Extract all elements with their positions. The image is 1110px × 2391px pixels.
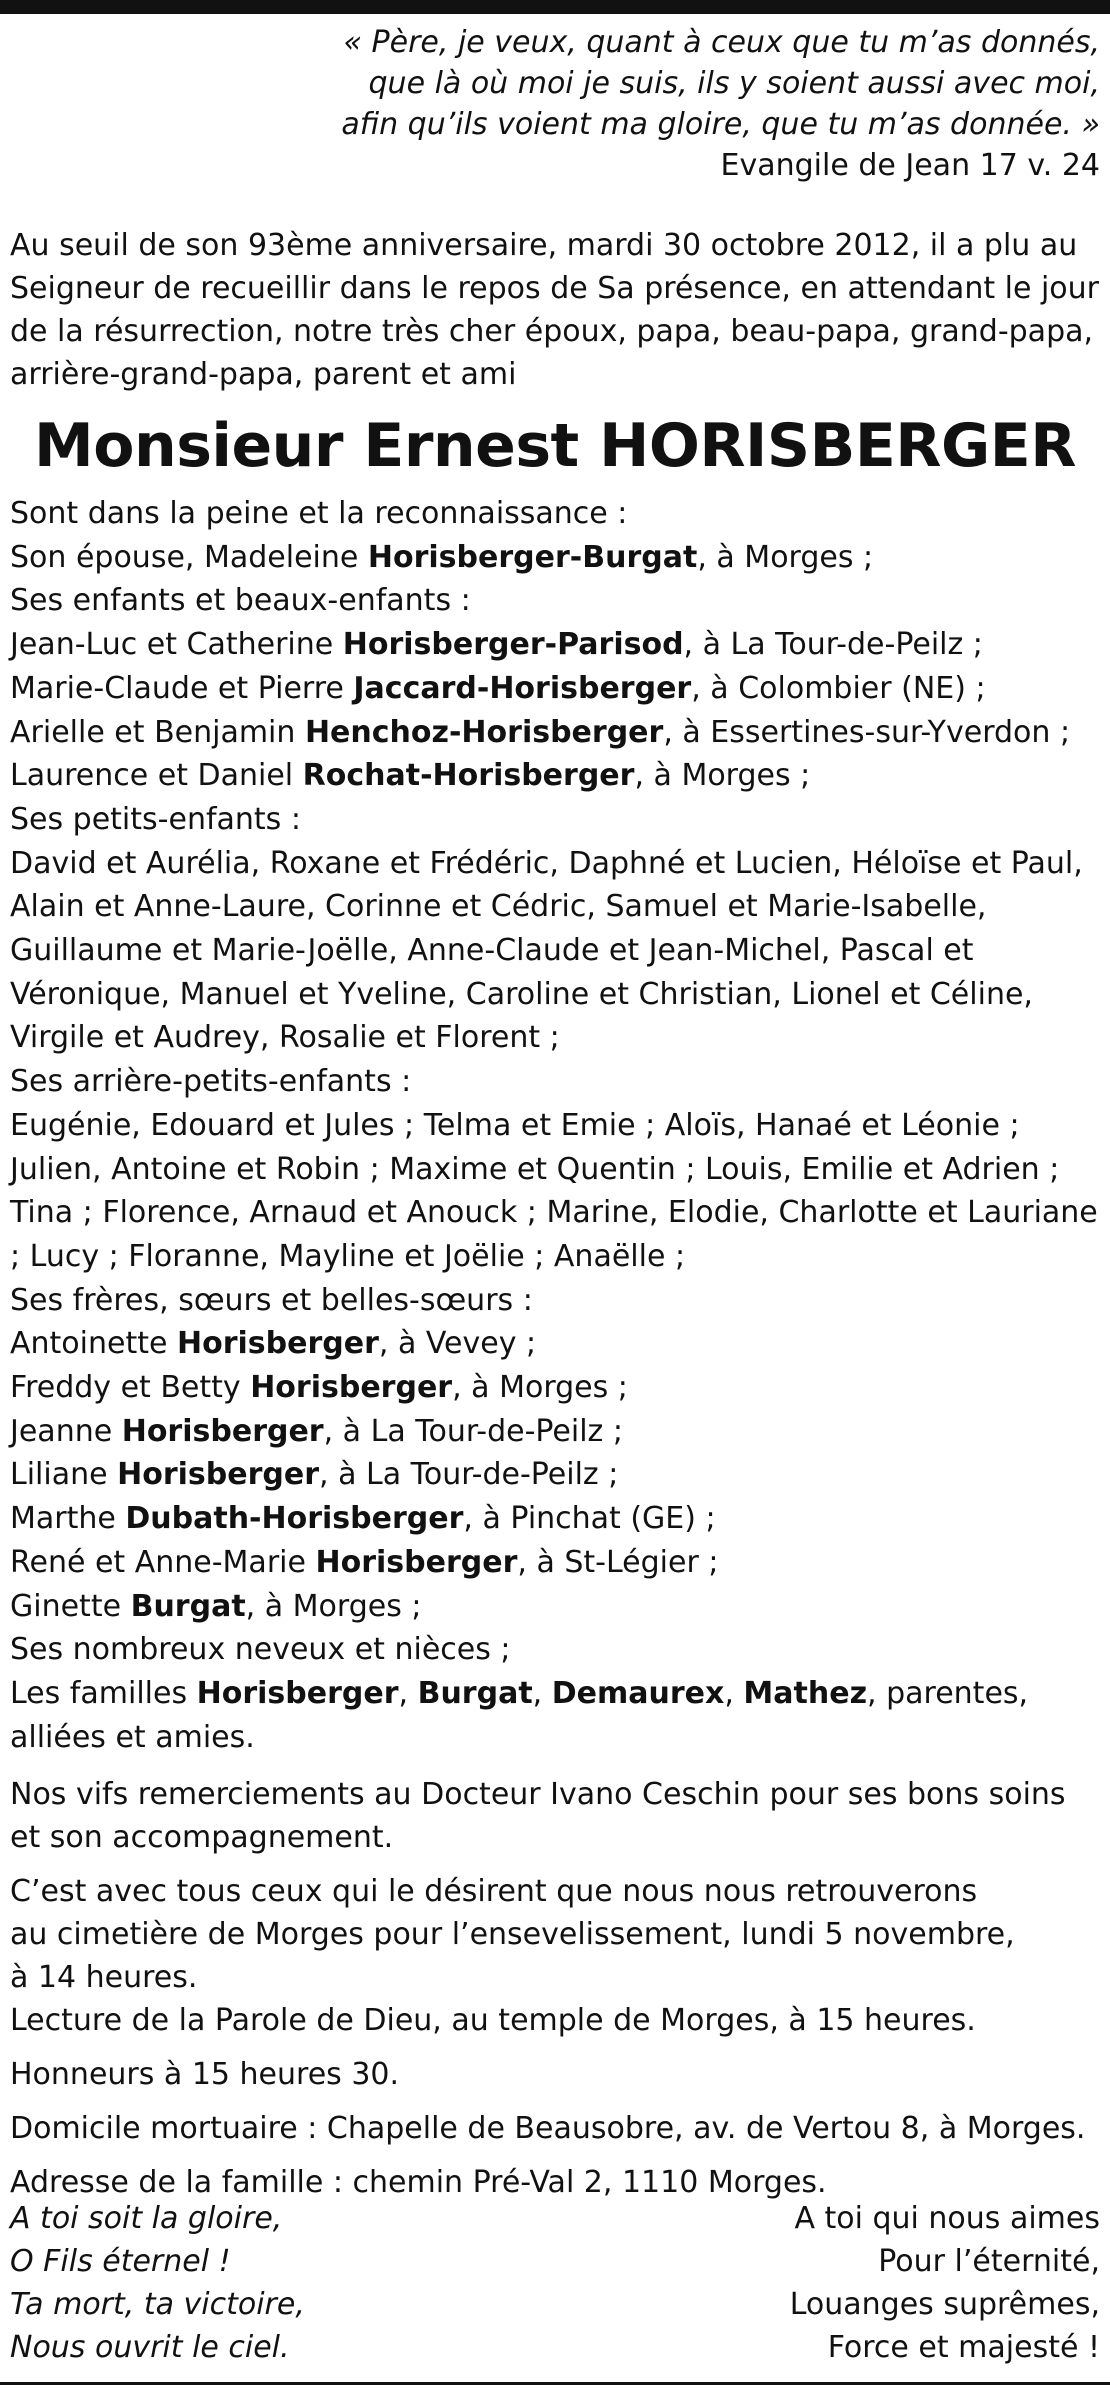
sibling-text: Ses nombreux neveux et nièces ; (10, 1632, 511, 1668)
obituary-notice (10, 22, 1100, 2204)
ceremony-line: C’est avec tous ceux qui le désirent que nous nous retrouverons (10, 1874, 978, 1910)
mourner-line (10, 667, 1100, 711)
hymn-line: Pour l’éternité, (878, 2244, 1100, 2279)
sibling-surname: Horisberger (315, 1544, 518, 1580)
deceased-name: Monsieur Ernest HORISBERGER (34, 411, 1076, 481)
family-surname: Mathez (743, 1675, 868, 1711)
sibling-text: Antoinette (10, 1326, 177, 1362)
families-text: , parentes, alliées et amies. (10, 1675, 1029, 1755)
hymn-line: Force et majesté ! (827, 2330, 1100, 2365)
sibling-surname: Burgat (130, 1588, 246, 1624)
mourner-line (10, 536, 1100, 580)
mourner-surname: Horisberger-Parisod (342, 627, 684, 663)
mourner-place: , à Colombier (NE) ; (691, 670, 986, 706)
family-address-line: Adresse de la famille : chemin Pré-Val 2, 1110 Morges. (10, 2165, 827, 2201)
mourners-list (10, 492, 1100, 1759)
sibling-line (10, 1585, 1100, 1629)
sibling-place: , à La Tour-de-Peilz ; (319, 1457, 619, 1493)
mourner-surname: Horisberger-Burgat (367, 539, 698, 575)
sibling-line (10, 1628, 1100, 1672)
families-line (10, 1672, 1100, 1759)
hymn-line: O Fils éternel ! (10, 2244, 231, 2279)
epigraph-line: que là où moi je suis, ils y soient aussi avec moi, (368, 66, 1100, 101)
ceremony-line: Lecture de la Parole de Dieu, au temple de Morges, à 15 heures. (10, 2003, 976, 2039)
mourner-surname: Rochat-Horisberger (302, 758, 635, 794)
sibling-place: , à Morges ; (452, 1370, 628, 1406)
ceremony-line: au cimetière de Morges pour l’ensevelissement, lundi 5 novembre, (10, 1917, 1015, 1953)
epigraph-line: « Père, je veux, quant à ceux que tu m’as donnés, (343, 25, 1100, 60)
sibling-place: , à Morges ; (245, 1588, 422, 1624)
sibling-line (10, 1366, 1100, 1410)
ceremony-paragraph (10, 1870, 1100, 2042)
mourner-place: , à Essertines-sur-Yverdon ; (663, 714, 1071, 750)
sibling-place: , à La Tour-de-Peilz ; (323, 1413, 623, 1449)
hymn-line: A toi soit la gloire, (10, 2201, 283, 2236)
sibling-place: , à St-Légier ; (517, 1544, 719, 1580)
sibling-line (10, 1279, 1100, 1323)
epigraph-reference: Evangile de Jean 17 v. 24 (720, 148, 1100, 183)
family-surname: Horisberger (196, 1675, 399, 1711)
epigraph-quote (10, 22, 1100, 145)
mourner-text: Sont dans la peine et la reconnaissance : (10, 496, 628, 531)
mourner-line (10, 623, 1100, 667)
mourner-text: Marie-Claude et Pierre (10, 670, 354, 706)
family-surname: Demaurex (551, 1675, 725, 1711)
mourner-place: , à Morges ; (634, 758, 811, 794)
mourner-line (10, 754, 1100, 798)
sibling-surname: Horisberger (121, 1413, 324, 1449)
thanks-paragraph: Nos vifs remerciements au Docteur Ivano Ceschin pour ses bons soins et son accompagnement. (10, 1777, 1066, 1856)
sibling-surname: Horisberger (117, 1457, 319, 1493)
hymn-line: A toi qui nous aimes (794, 2201, 1100, 2236)
sibling-text: Jeanne (10, 1413, 122, 1449)
families-separator: , (532, 1675, 552, 1711)
ceremony-line: à 14 heures. (10, 1960, 198, 1996)
epigraph-line: afin qu’ils voient ma gloire, que tu m’as donnée. » (341, 107, 1100, 142)
hymn-line: Nous ouvrit le ciel. (10, 2330, 290, 2365)
mourner-line (10, 492, 1100, 536)
great-grandchildren-heading: Ses arrière-petits-enfants : (10, 1064, 412, 1100)
sibling-line (10, 1322, 1100, 1366)
sibling-place: , à Pinchat (GE) ; (463, 1501, 716, 1537)
honours-line: Honneurs à 15 heures 30. (10, 2057, 400, 2093)
sibling-line (10, 1453, 1100, 1497)
hymn-line: Ta mort, ta victoire, (10, 2287, 305, 2322)
mourner-line (10, 798, 1100, 842)
mourner-text: Arielle et Benjamin (10, 714, 305, 750)
sibling-surname: Horisberger (176, 1326, 379, 1362)
hymn-left-stanza (10, 2197, 305, 2369)
sibling-text: Marthe (10, 1501, 126, 1537)
great-grandchildren-list: Eugénie, Edouard et Jules ; Telma et Emie ; Aloïs, Hanaé et Léonie ; Julien, Antoine et Robin ; Maxime et Quentin ; Louis, Emilie et Adrien ; Tina ; Florence, Arnaud et Anouck ; Marine, Elodie, Charlotte et Lauriane ; Lucy ; Floranne, Mayline et Joëlie ; Anaëlle ; (10, 1107, 1098, 1274)
sibling-text: Ginette (10, 1588, 131, 1624)
mourner-text: Laurence et Daniel (10, 758, 303, 794)
mourner-text: Jean-Luc et Catherine (10, 627, 343, 663)
sibling-surname: Horisberger (250, 1370, 453, 1406)
hymn-line: Louanges suprêmes, (789, 2287, 1100, 2322)
mourner-line (10, 711, 1100, 755)
sibling-place: , à Vevey ; (378, 1326, 537, 1362)
family-surname: Burgat (417, 1675, 533, 1711)
families-separator: , (398, 1675, 418, 1711)
closing-hymn (10, 2197, 1100, 2369)
families-separator: , (724, 1675, 744, 1711)
sibling-text: René et Anne-Marie (10, 1544, 316, 1580)
top-rule (0, 0, 1110, 14)
grandchildren-list: David et Aurélia, Roxane et Frédéric, Daphné et Lucien, Héloïse et Paul, Alain et Anne-Laure, Corinne et Cédric, Samuel et Marie-Isabelle, Guillaume et Marie-Joëlle, Anne-Claude et Jean-Michel, Pascal et Véronique, Manuel et Yveline, Caroline et Christian, Lionel et Céline, Virgile et Audrey, Rosalie et Florent ; (10, 845, 1083, 1056)
mourner-line (10, 579, 1100, 623)
mourner-text: Ses enfants et beaux-enfants : (10, 583, 471, 619)
sibling-text: Freddy et Betty (10, 1370, 251, 1406)
sibling-text: Ses frères, sœurs et belles-sœurs : (10, 1282, 533, 1318)
mourner-text: Son épouse, Madeleine (10, 539, 368, 575)
hymn-right-stanza (790, 2197, 1100, 2369)
intro-paragraph: Au seuil de son 93ème anniversaire, mardi 30 octobre 2012, il a plu au Seigneur de recueillir dans le repos de Sa présence, en attendant le jour de la résurrection, notre très cher époux, papa, beau-papa, grand-papa, arrière-grand-papa, parent et ami (10, 228, 1099, 392)
mortuary-line: Domicile mortuaire : Chapelle de Beausobre, av. de Vertou 8, à Morges. (10, 2111, 1086, 2147)
mourner-place: , à La Tour-de-Peilz ; (683, 627, 983, 663)
sibling-line (10, 1497, 1100, 1541)
sibling-line (10, 1541, 1100, 1585)
mourner-surname: Henchoz-Horisberger (304, 714, 664, 750)
sibling-line (10, 1410, 1100, 1454)
families-text: Les familles (10, 1675, 197, 1711)
sibling-surname: Dubath-Horisberger (125, 1501, 464, 1537)
mourner-place: , à Morges ; (697, 539, 874, 575)
sibling-text: Liliane (10, 1457, 118, 1493)
mourner-surname: Jaccard-Horisberger (353, 670, 692, 706)
bottom-rule (0, 2382, 1110, 2385)
mourner-text: Ses petits-enfants : (10, 801, 301, 837)
